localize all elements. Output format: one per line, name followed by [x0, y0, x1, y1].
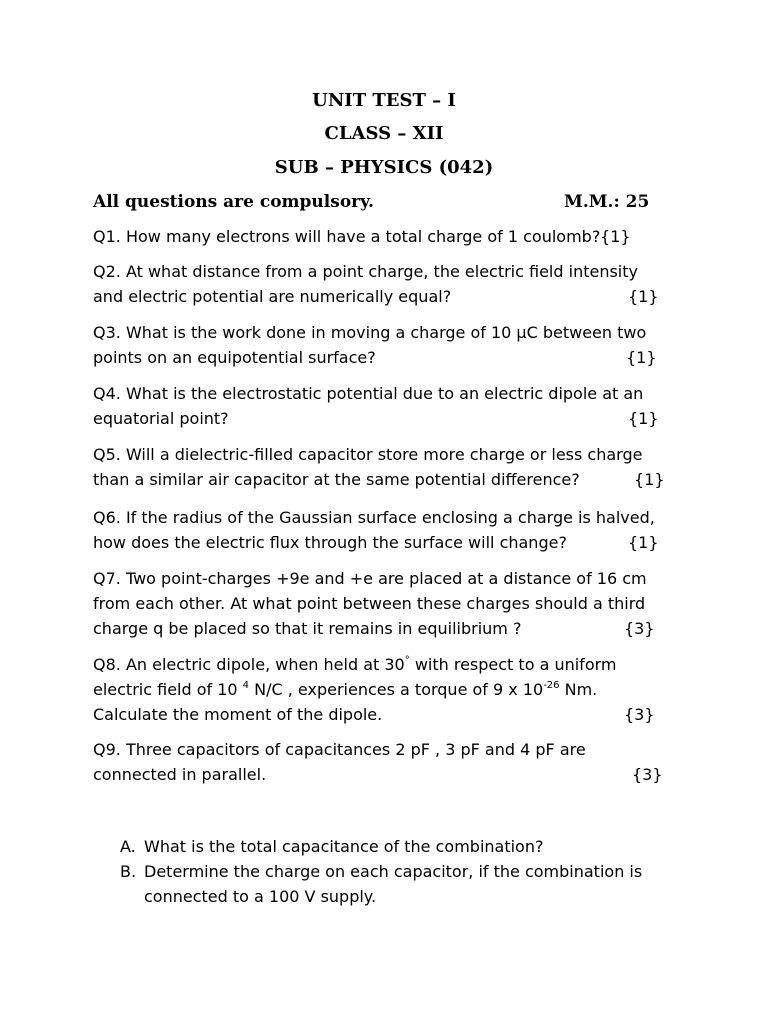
subpart-text: connected to a 100 V supply. [144, 887, 377, 906]
question-line [93, 224, 683, 249]
question-text: Calculate the moment of the dipole. [93, 705, 383, 724]
question-line [93, 381, 683, 406]
question-line [93, 702, 683, 727]
question-marks: {1} [628, 287, 659, 306]
instructions-text: All questions are compulsory. [93, 192, 374, 212]
question-text: how does the electric flux through the surface will change? [93, 533, 567, 552]
subpart-text: What is the total capacitance of the combination? [144, 837, 544, 856]
torque-exponent: -26 [543, 680, 560, 691]
question-text: Q3. What is the work done in moving a charge of 10 µC between two [93, 323, 647, 342]
question-line [93, 652, 683, 677]
question-text: from each other. At what point between these charges should a third [93, 594, 646, 613]
question-line [93, 591, 683, 616]
question-text: and electric potential are numerically equal? [93, 287, 452, 306]
question-line [93, 566, 683, 591]
question-1 [93, 224, 683, 249]
subpart-text: Determine the charge on each capacitor, if the combination is [144, 862, 643, 881]
question-line [93, 505, 683, 530]
question-2 [93, 259, 683, 309]
question-5 [93, 442, 683, 492]
question-text: Q1. How many electrons will have a total charge of 1 coulomb? [93, 227, 601, 246]
question-marks: {1} [626, 348, 657, 367]
question-8 [93, 652, 683, 727]
question-text: Q2. At what distance from a point charge, the electric field intensity [93, 262, 638, 281]
question-text: Q4. What is the electrostatic potential due to an electric dipole at an [93, 384, 644, 403]
question-text: Q7. Two point-charges +9e and +e are placed at a distance of 16 cm [93, 569, 647, 588]
question-text: Q8. An electric dipole, when held at 30 [93, 655, 405, 674]
question-marks: {3} [632, 765, 663, 784]
question-4 [93, 381, 683, 431]
question-text: N/C , experiences a torque of 9 x 10 [249, 680, 544, 699]
subpart-b-continued [144, 884, 704, 909]
subpart-label: A. [120, 837, 136, 856]
question-line [93, 442, 683, 467]
question-marks: {3} [624, 705, 655, 724]
question-text: than a similar air capacitor at the same potential difference? [93, 470, 580, 489]
question-text: points on an equipotential surface? [93, 348, 376, 367]
instructions-line [93, 191, 653, 213]
question-marks: {1} [600, 227, 631, 246]
question-line [93, 737, 683, 762]
question-line [93, 762, 683, 787]
question-3 [93, 320, 683, 370]
subject-heading: SUB – PHYSICS (042) [274, 157, 494, 178]
question-marks: {3} [624, 619, 655, 638]
question-text: Q6. If the radius of the Gaussian surface enclosing a charge is halved, [93, 508, 655, 527]
question-line [93, 530, 683, 555]
question-text: equatorial point? [93, 409, 229, 428]
question-marks: {1} [628, 533, 659, 552]
question-text: Q5. Will a dielectric-filled capacitor store more charge or less charge [93, 445, 643, 464]
question-marks: {1} [628, 409, 659, 428]
question-marks: {1} [634, 470, 665, 489]
question-text: connected in parallel. [93, 765, 267, 784]
question-text: Q9. Three capacitors of capacitances 2 pF , 3 pF and 4 pF are [93, 740, 586, 759]
question-line [93, 284, 683, 309]
question-line [93, 467, 683, 492]
question-line [93, 677, 683, 702]
question-7 [93, 566, 683, 641]
question-9 [93, 737, 683, 787]
question-line [93, 616, 683, 641]
question-line [93, 345, 683, 370]
max-marks: M.M.: 25 [564, 192, 650, 212]
class-heading: CLASS – XII [324, 123, 444, 144]
question-line [93, 259, 683, 284]
question-6 [93, 505, 683, 555]
question-text: charge q be placed so that it remains in equilibrium ? [93, 619, 522, 638]
subpart-label: B. [120, 862, 137, 881]
question-line [93, 320, 683, 345]
question-text: with respect to a uniform [409, 655, 617, 674]
question-text: Nm. [559, 680, 598, 699]
question-text: electric field of 10 [93, 680, 243, 699]
test-title: UNIT TEST – I [312, 90, 456, 111]
field-exponent: 4 [242, 680, 250, 691]
degree-symbol: ° [404, 655, 410, 666]
question-line [93, 406, 683, 431]
